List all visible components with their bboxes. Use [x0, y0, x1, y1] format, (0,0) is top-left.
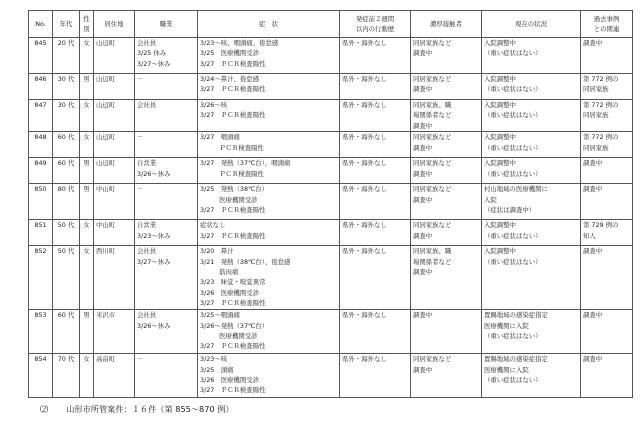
cell-contact: 同居家族など 調査中 [411, 158, 482, 184]
symptom-line: ＰＣＲ検査陽性 [200, 143, 264, 152]
symptom-line: 3/27 ＰＣＲ検査陽性 [200, 85, 266, 94]
cell-contact: 同居家族など 調査中 [411, 38, 482, 74]
cell-residence: 山辺町 [94, 100, 135, 132]
cell-contact: 同居家族など 調査中 [411, 74, 482, 100]
symptom-line: 医療機関受診 [200, 195, 258, 204]
cell-age: 30 代 [53, 100, 80, 132]
symptom-line: 3/27 ＰＣＲ検査陽性 [200, 206, 266, 215]
table-row [29, 310, 633, 354]
cell-occupation: － [135, 184, 198, 220]
cell-residence: 山辺町 [94, 132, 135, 158]
header-status: 現在の状況 [482, 11, 581, 38]
symptom-line: 3/27 ＰＣＲ検査陽性 [200, 59, 266, 68]
cell-contact: 同居家族など 調査中 [411, 354, 482, 398]
cell-symptoms [198, 354, 340, 398]
table-row [29, 74, 633, 100]
cell-travel: 県外・海外なし [340, 220, 411, 246]
symptom-line: 3/26～咳 [200, 101, 228, 109]
cell-no: 847 [29, 100, 53, 132]
symptom-line: 3/21 発熱（38℃台）、倦怠感 [200, 257, 291, 266]
cell-age: 60 代 [53, 158, 80, 184]
cell-travel: 県外・海外なし [340, 38, 411, 74]
cell-contact: 同居家族など 調査中 [411, 184, 482, 220]
cell-sex: 男 [80, 184, 94, 220]
cell-age: 60 代 [53, 132, 80, 158]
header-no: No. [29, 11, 53, 38]
cell-status: 入院調整中 （重い症状はない） [482, 38, 581, 74]
cell-status: 入院調整中 （重い症状はない） [482, 220, 581, 246]
cell-travel: 県外・海外なし [340, 354, 411, 398]
cell-occupation: 会社員 3/25 休み 3/27～休み [135, 38, 198, 74]
footer-number: ⑵ [40, 404, 49, 414]
cell-symptoms [198, 74, 340, 100]
header-contact: 濃厚接触者 [411, 11, 482, 38]
cell-age: 80 代 [53, 184, 80, 220]
symptom-line: 3/25 医療機関受診 [200, 49, 260, 58]
cell-age: 20 代 [53, 38, 80, 74]
cell-relation: 第 772 例の 同居家族 [581, 74, 633, 100]
header-sex: 性 別 [80, 11, 94, 38]
table-row [29, 220, 633, 246]
cell-travel: 県外・海外なし [340, 158, 411, 184]
cell-travel: 県外・海外なし [340, 310, 411, 354]
cell-residence: 高畠町 [94, 354, 135, 398]
symptom-line: 3/23～咳 [200, 355, 228, 364]
cell-age: 60 代 [53, 310, 80, 354]
table-row [29, 132, 633, 158]
cell-no: 848 [29, 132, 53, 158]
cell-no: 845 [29, 38, 53, 74]
cell-travel: 県外・海外なし [340, 74, 411, 100]
cell-occupation: 会社員 3/27～休み [135, 246, 198, 310]
header-residence: 居住地 [94, 11, 135, 38]
symptom-line: 3/23～咳、咽頭痛、倦怠感 [200, 39, 279, 47]
cell-age: 50 代 [53, 246, 80, 310]
cell-symptoms [198, 310, 340, 354]
cell-occupation: － [135, 354, 198, 398]
cell-residence: 山辺町 [94, 74, 135, 100]
symptom-line: 3/26 医療機関受診 [200, 376, 260, 385]
cell-occupation: － [135, 74, 198, 100]
header-age: 年代 [53, 11, 80, 38]
cell-contact: 同居家族など 調査中 [411, 132, 482, 158]
symptom-line: 3/27 咽頭痛 [200, 133, 240, 142]
cell-sex: 男 [80, 74, 94, 100]
cell-sex: 女 [80, 246, 94, 310]
cell-residence: 中山町 [94, 220, 135, 246]
cell-contact: 調査中 [411, 310, 482, 354]
cell-symptoms [198, 246, 340, 310]
cell-status: 入院調整中 （重い症状はない） [482, 246, 581, 310]
header-occupation: 職業 [135, 11, 198, 38]
cell-symptoms [198, 220, 340, 246]
cell-contact: 同居家族、職 場関係者など 調査中 [411, 100, 482, 132]
cell-no: 854 [29, 354, 53, 398]
cell-occupation: 会社員 [135, 100, 198, 132]
cell-relation: 調査中 [581, 158, 633, 184]
case-table [28, 10, 633, 398]
cell-status: 置賜地域の感染症指定 医療機関に入院 （重い症状はない） [482, 354, 581, 398]
symptom-line: 3/27 ＰＣＲ検査陽性 [200, 231, 266, 240]
symptom-line: 3/27 ＰＣＲ検査陽性 [200, 386, 266, 395]
cell-occupation: 自営業 3/23～休み [135, 220, 198, 246]
cell-status: 入院調整中 （重い症状はない） [482, 74, 581, 100]
cell-no: 853 [29, 310, 53, 354]
header-symptoms: 症 状 [198, 11, 340, 38]
table-row [29, 354, 633, 398]
cell-sex: 女 [80, 38, 94, 74]
cell-sex: 女 [80, 354, 94, 398]
cell-no: 850 [29, 184, 53, 220]
symptom-line: 筋肉痛 [200, 268, 239, 277]
cell-relation: 調査中 [581, 38, 633, 74]
footer-section-title [40, 404, 234, 415]
cell-sex: 女 [80, 100, 94, 132]
symptom-line: 3/25 頭痛 [200, 365, 234, 374]
symptom-line: 3/20 鼻汁 [200, 247, 234, 256]
symptom-line: 3/24～鼻汁、倦怠感 [200, 75, 260, 83]
symptom-line: 3/26～発熱（37℃台） [200, 321, 269, 330]
cell-status: 入院調整中 （重い症状はない） [482, 100, 581, 132]
header-relation: 過去事例 との関連 [581, 11, 633, 38]
footer-text: 山形市所管案件：１６件（第 855～870 例） [66, 404, 234, 414]
cell-age: 30 代 [53, 74, 80, 100]
cell-status: 入院調整中 （重い症状はない） [482, 158, 581, 184]
symptom-line: 3/25 発熱（38℃台） [200, 185, 269, 194]
cell-no: 851 [29, 220, 53, 246]
cell-no: 852 [29, 246, 53, 310]
cell-no: 846 [29, 74, 53, 100]
cell-no: 849 [29, 158, 53, 184]
symptom-line: 3/27 ＰＣＲ検査陽性 [200, 342, 266, 351]
cell-sex: 男 [80, 310, 94, 354]
cell-occupation: 自営業 3/26～休み [135, 158, 198, 184]
symptom-line: 3/26 医療機関受診 [200, 288, 260, 297]
cell-status: 村山地域の医療機関に 入院 （症状は調査中） [482, 184, 581, 220]
symptom-line: ＰＣＲ検査陽性 [200, 169, 264, 178]
symptom-line: 3/27 ＰＣＲ検査陽性 [200, 111, 266, 120]
symptom-line: 3/23 味覚・嗅覚異常 [200, 278, 266, 287]
cell-status: 置賜地域の感染症指定 医療機関に入院 （重い症状はない） [482, 310, 581, 354]
symptom-line: 医療機関受診 [200, 332, 258, 341]
cell-contact: 同居家族、職 場関係者など 調査中 [411, 246, 482, 310]
symptom-line: 3/27 ＰＣＲ検査陽性 [200, 299, 266, 308]
cell-relation: 第 772 例の 同居家族 [581, 132, 633, 158]
cell-travel: 県外・海外なし [340, 132, 411, 158]
header-travel: 発症前２週間 以内の行動歴 [340, 11, 411, 38]
cell-symptoms [198, 132, 340, 158]
cell-travel: 県外・海外なし [340, 100, 411, 132]
symptom-line: 3/25～咽頭痛 [200, 311, 240, 320]
cell-symptoms [198, 158, 340, 184]
cell-sex: 男 [80, 158, 94, 184]
cell-travel: 県外・海外なし [340, 246, 411, 310]
table-header-row [29, 11, 633, 38]
cell-symptoms [198, 38, 340, 74]
symptom-line: 3/27 発熱（37℃台）、咽頭痛 [200, 159, 291, 168]
table-row [29, 100, 633, 132]
cell-residence: 中山町 [94, 184, 135, 220]
cell-residence: 山辺町 [94, 38, 135, 74]
cell-occupation: 会社員 3/26～休み [135, 310, 198, 354]
cell-relation: 第 729 例の 知人 [581, 220, 633, 246]
table-row [29, 38, 633, 74]
cell-relation: 第 772 例の 同居家族 [581, 100, 633, 132]
table-row [29, 158, 633, 184]
table-row [29, 184, 633, 220]
table-row [29, 246, 633, 310]
cell-relation: 調査中 [581, 184, 633, 220]
cell-residence: 西川町 [94, 246, 135, 310]
cell-relation: 調査中 [581, 354, 633, 398]
cell-sex: 女 [80, 220, 94, 246]
cell-relation: 調査中 [581, 310, 633, 354]
cell-occupation: － [135, 132, 198, 158]
cell-relation: 調査中 [581, 246, 633, 310]
cell-residence: 山辺町 [94, 158, 135, 184]
cell-travel: 県外・海外なし [340, 184, 411, 220]
cell-age: 50 代 [53, 220, 80, 246]
cell-sex: 女 [80, 132, 94, 158]
cell-status: 入院調整中 （重い症状はない） [482, 132, 581, 158]
cell-age: 70 代 [53, 354, 80, 398]
symptom-line: 症状なし [200, 221, 226, 230]
cell-contact: 同居家族など 調査中 [411, 220, 482, 246]
cell-symptoms [198, 184, 340, 220]
cell-symptoms [198, 100, 340, 132]
cell-residence: 米沢市 [94, 310, 135, 354]
